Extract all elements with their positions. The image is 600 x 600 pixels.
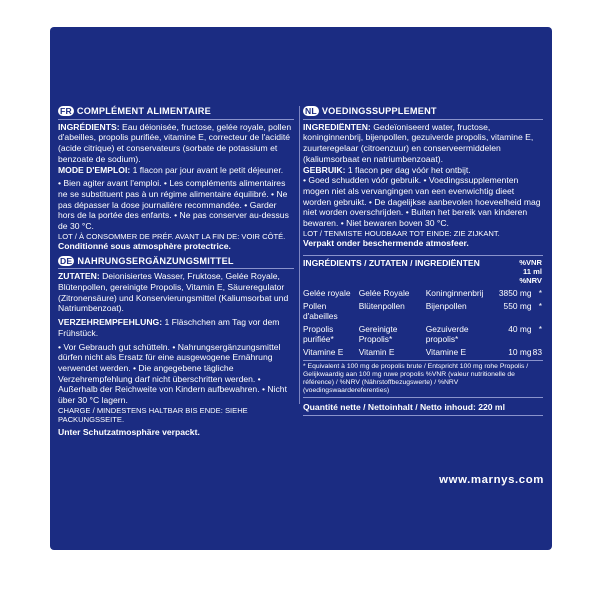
nl-mode-text: 1 flacon per dag vóór het ontbijt. <box>345 164 471 175</box>
left-column <box>58 106 294 438</box>
divider <box>303 255 543 256</box>
divider <box>303 119 543 120</box>
website-url[interactable]: www.marnys.com <box>439 474 544 486</box>
fr-conditioning: Conditionné sous atmosphère protectrice. <box>58 240 231 251</box>
divider <box>58 268 294 269</box>
de-badge: DE <box>60 255 73 266</box>
table-cell-fr: Propolis purifiée* <box>303 323 334 344</box>
divider <box>58 119 294 120</box>
table-cell-amount: 40 mg <box>508 323 532 334</box>
de-ingredients-label: ZUTATEN: <box>58 271 100 282</box>
fr-warnings: • Bien agiter avant l'emploi. • Les compléments alimentaires ne se substituent pas à un régime alimentaire équilibré. • Ne pas dépasser la dose journalière recommandée. • Garder hors de la portée des enfants. • Ne pas conserver au-dessus de 30 °C. <box>58 178 289 232</box>
table-cell-nrv: * <box>538 300 542 311</box>
nl-badge: NL <box>305 106 317 117</box>
fr-mode <box>58 165 294 176</box>
table-cell-amount: 550 mg <box>503 300 532 311</box>
de-ingredients <box>58 271 294 314</box>
table-header-nrv-2: 11 ml %NRV <box>519 266 542 285</box>
table-header-ingredients: INGRÉDIENTS / ZUTATEN / INGREDIËNTEN <box>303 257 480 268</box>
table-cell-nrv: 83 <box>532 346 542 357</box>
net-quantity: Quantité nette / Nettoinhalt / Netto inhoud: 220 ml <box>303 402 505 413</box>
de-mode <box>58 317 294 338</box>
divider <box>303 360 543 361</box>
fr-ingredients <box>58 122 294 165</box>
table-cell-de: Vitamin E <box>358 346 395 357</box>
table-footnote: * Equivalent à 100 mg de propolis brute / Entspricht 100 mg rohe Propolis / Gelijkwaardig aan 100 mg ruwe propolis %VNR (valeur nutritionelle de référence) / %NRV (Nährstoffbezugswerte) / %NRV (voedingswaardereferenties) <box>303 362 529 395</box>
table-row <box>303 347 543 360</box>
fr-badge: FR <box>60 106 72 117</box>
table-cell-nrv: * <box>538 287 542 298</box>
de-title: NAHRUNGSERGÄNZUNGSMITTEL <box>77 255 234 266</box>
table-row <box>303 324 543 347</box>
table-cell-nl: Bijenpollen <box>425 300 467 311</box>
de-header <box>58 256 294 267</box>
de-ingredients-text: Deionisiertes Wasser, Fruktose, Gelée Royale, Blütenpollen, gereinigte Propolis, Vitamin E, Säureregulator (Zitronensäure) und Konservierungsmittel (Kaliumsorbat und Natriumbenzoat). <box>58 271 289 314</box>
table-cell-nl: Gezuiverde propolis* <box>425 323 469 344</box>
divider <box>303 415 543 416</box>
fr-header <box>58 106 294 117</box>
table-cell-de: Blütenpollen <box>358 300 405 311</box>
de-warnings: • Vor Gebrauch gut schütteln. • Nahrungsergänzungsmittel dürfen nicht als Ersatz für eine ausgewogene Ernährung verwendet werden. • Die angegebene tägliche Verzehrempfehlung darf nicht überschritten werden. • Außerhalb der Reichweite von Kindern aufbewahren. • Nicht über 30 °C lagern. <box>58 341 287 406</box>
table-cell-nl: Vitamine E <box>425 346 467 357</box>
table-header-row <box>303 258 543 288</box>
nl-mode-label: GEBRUIK: <box>303 164 346 175</box>
nl-title: VOEDINGSSUPPLEMENT <box>321 106 437 116</box>
table-row <box>303 301 543 324</box>
table-header-nrv-1: %VNR <box>519 257 542 267</box>
nl-ingredients-label: INGREDIËNTEN: <box>303 121 371 132</box>
column-divider <box>299 106 300 404</box>
nl-warnings: • Goed schudden vóór gebruik. • Voedingssupplementen mogen niet als vervangingen van een evenwichtig dieet worden gebruikt. • De dagelijkse aanbevolen hoeveelheid mag niet worden overschrijden. • Buiten het bereik van kinderen bewaren. • Niet bewaren boven 30 °C. <box>303 175 541 229</box>
nl-lot: LOT / TENMISTE HOUDBAAR TOT EINDE: ZIE ZIJKANT. <box>303 228 500 238</box>
fr-title: COMPLÉMENT ALIMENTAIRE <box>76 106 211 116</box>
fr-lot: LOT / À CONSOMMER DE PRÉF. AVANT LA FIN DE: VOIR CÔTÉ. <box>58 231 286 241</box>
right-column <box>303 106 543 418</box>
fr-ingredients-label: INGRÉDIENTS: <box>58 121 120 132</box>
nl-ingredients-text: Gedeïoniseerd water, fructose, koninginnenbrij, bijenpollen, gezuiverde propolis, vitamine E, zuurteregelaar (citroenzuur) en conserveermiddelen (kaliumsorbaat en natriumbenzoaat). <box>303 121 534 164</box>
nl-conditioning: Verpakt onder beschermende atmosfeer. <box>303 237 469 248</box>
nutrition-table <box>303 258 543 360</box>
fr-mode-label: MODE D'EMPLOI: <box>58 164 131 175</box>
de-mode-text: 1 Fläschchen am Tag vor dem Frühstück. <box>58 317 280 338</box>
de-mode-label: VERZEHREMPFEHLUNG: <box>58 317 163 328</box>
divider <box>303 397 543 398</box>
table-cell-amount: 3850 mg <box>498 287 532 298</box>
fr-ingredients-text: Eau déionisée, fructose, gelée royale, pollen d'abeilles, propolis purifiée, vitamine E, correcteur de l'acidité (acide citrique) et conservateurs (sorbate de potassium et benzoate de sodium). <box>58 121 292 164</box>
table-cell-de: Gereinigte Propolis* <box>358 323 398 344</box>
table-row <box>303 288 543 301</box>
nl-header <box>303 106 543 117</box>
label-content <box>58 106 544 486</box>
table-cell-nrv: * <box>538 323 542 334</box>
table-cell-fr: Gelée royale <box>303 287 351 298</box>
de-lot: CHARGE / MINDESTENS HALTBAR BIS ENDE: SIEHE PACKUNGSSEITE. <box>58 405 248 424</box>
table-header-nrv <box>498 258 543 288</box>
table-cell-nl: Koninginnenbrij <box>425 287 484 298</box>
table-cell-fr: Vitamine E <box>303 346 344 357</box>
nl-ingredients <box>303 122 543 165</box>
nl-mode <box>303 165 543 176</box>
table-cell-de: Gelée Royale <box>358 287 410 298</box>
de-conditioning: Unter Schutzatmosphäre verpackt. <box>58 427 200 438</box>
table-cell-amount: 10 mg <box>508 346 532 357</box>
table-cell-fr: Pollen d'abeilles <box>303 300 338 321</box>
fr-mode-text: 1 flacon par jour avant le petit déjeuner. <box>130 164 284 175</box>
